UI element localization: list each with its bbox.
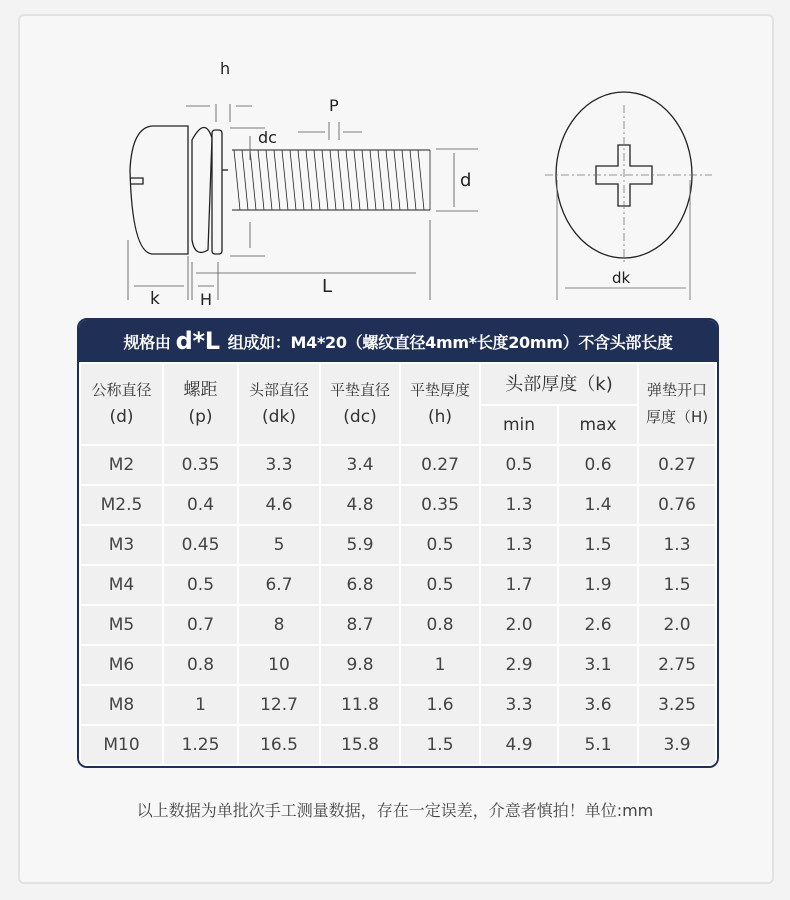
- table-cell: 6.8: [321, 566, 399, 604]
- table-cell: 5: [239, 526, 319, 564]
- table-cell: 3.25: [639, 686, 715, 724]
- title-prefix: 规格由: [123, 332, 171, 352]
- table-cell: 1.3: [481, 526, 557, 564]
- table-cell: 0.35: [164, 446, 237, 484]
- table-cell: 9.8: [321, 646, 399, 684]
- table-cell: 0.5: [401, 526, 479, 564]
- table-cell: 5.1: [559, 726, 637, 764]
- table-cell: 15.8: [321, 726, 399, 764]
- table-cell: 3.3: [481, 686, 557, 724]
- table-cell: M3: [81, 526, 162, 564]
- table-cell: 3.3: [239, 446, 319, 484]
- table-cell: 1.3: [639, 526, 715, 564]
- screw-head-top-view: [545, 92, 712, 300]
- label-k: k: [150, 289, 160, 309]
- table-cell: 0.4: [164, 486, 237, 524]
- thread-lines: [234, 150, 430, 210]
- header-h: 平垫厚度 (h): [401, 364, 479, 444]
- table-cell: 12.7: [239, 686, 319, 724]
- table-cell: 1.9: [559, 566, 637, 604]
- table-cell: 0.27: [401, 446, 479, 484]
- table-row: [81, 486, 715, 524]
- table-cell: 1.5: [401, 726, 479, 764]
- table-cell: 16.5: [239, 726, 319, 764]
- table-cell: 3.4: [321, 446, 399, 484]
- screw-diagram: [0, 0, 790, 318]
- table-cell: 1.5: [559, 526, 637, 564]
- table-cell: M8: [81, 686, 162, 724]
- header-k-min: min: [481, 406, 557, 444]
- table-cell: M5: [81, 606, 162, 644]
- label-H: H: [200, 290, 213, 309]
- table-cell: 0.8: [164, 646, 237, 684]
- table-cell: 0.45: [164, 526, 237, 564]
- table-cell: 6.7: [239, 566, 319, 604]
- table-cell: M6: [81, 646, 162, 684]
- table-cell: 8: [239, 606, 319, 644]
- table-cell: 1: [164, 686, 237, 724]
- table-cell: 4.9: [481, 726, 557, 764]
- table-cell: 1.25: [164, 726, 237, 764]
- table-cell: M10: [81, 726, 162, 764]
- table-row: [81, 446, 715, 484]
- header-p: 螺距 (p): [164, 364, 237, 444]
- table-cell: 2.9: [481, 646, 557, 684]
- table-cell: 0.35: [401, 486, 479, 524]
- table-cell: 0.8: [401, 606, 479, 644]
- table-cell: M2.5: [81, 486, 162, 524]
- table-cell: 0.5: [401, 566, 479, 604]
- table-cell: 0.6: [559, 446, 637, 484]
- table-row: [81, 606, 715, 644]
- table-row: [81, 726, 715, 764]
- table-cell: M2: [81, 446, 162, 484]
- table-cell: 3.6: [559, 686, 637, 724]
- table-cell: 1.3: [481, 486, 557, 524]
- measurement-note: 以上数据为单批次手工测量数据，存在一定误差，介意者慎拍！单位:mm: [136, 801, 654, 820]
- spec-grid: [79, 362, 717, 766]
- title-formula: d*L: [175, 327, 220, 355]
- header-H: 弹垫开口 厚度（H): [639, 364, 715, 444]
- table-cell: 1.7: [481, 566, 557, 604]
- table-title: [79, 320, 717, 362]
- table-cell: 0.5: [481, 446, 557, 484]
- table-cell: 4.8: [321, 486, 399, 524]
- table-cell: 1.6: [401, 686, 479, 724]
- table-cell: 0.27: [639, 446, 715, 484]
- table-cell: 5.9: [321, 526, 399, 564]
- table-cell: 0.5: [164, 566, 237, 604]
- header-k-max: max: [559, 406, 637, 444]
- table-cell: M4: [81, 566, 162, 604]
- table-cell: 10: [239, 646, 319, 684]
- label-d: d: [460, 170, 472, 191]
- table-cell: 0.7: [164, 606, 237, 644]
- table-row: [81, 566, 715, 604]
- table-cell: 1.5: [639, 566, 715, 604]
- label-L: L: [322, 276, 333, 297]
- table-cell: 2.0: [639, 606, 715, 644]
- table-cell: 2.0: [481, 606, 557, 644]
- table-cell: 0.76: [639, 486, 715, 524]
- table-row: [81, 526, 715, 564]
- table-row: [81, 646, 715, 684]
- table-cell: 1.4: [559, 486, 637, 524]
- label-h: h: [220, 59, 231, 78]
- header-row: [81, 364, 715, 404]
- table-cell: 8.7: [321, 606, 399, 644]
- table-cell: 2.75: [639, 646, 715, 684]
- header-k: 头部厚度（k): [481, 364, 637, 404]
- spec-table: [77, 318, 719, 768]
- header-dk: 头部直径 (dk): [239, 364, 319, 444]
- label-p: P: [329, 96, 339, 115]
- header-dc: 平垫直径 (dc): [321, 364, 399, 444]
- header-d: 公称直径 (d): [81, 364, 162, 444]
- table-cell: 1: [401, 646, 479, 684]
- label-dk: dk: [612, 269, 631, 287]
- table-cell: 2.6: [559, 606, 637, 644]
- table-cell: 4.6: [239, 486, 319, 524]
- screw-side-view: [128, 59, 478, 309]
- label-dc: dc: [258, 128, 277, 147]
- table-cell: 3.9: [639, 726, 715, 764]
- table-cell: 3.1: [559, 646, 637, 684]
- title-suffix: 组成如：M4*20（螺纹直径4mm*长度20mm）不含头部长度: [227, 332, 673, 352]
- table-cell: 11.8: [321, 686, 399, 724]
- table-row: [81, 686, 715, 724]
